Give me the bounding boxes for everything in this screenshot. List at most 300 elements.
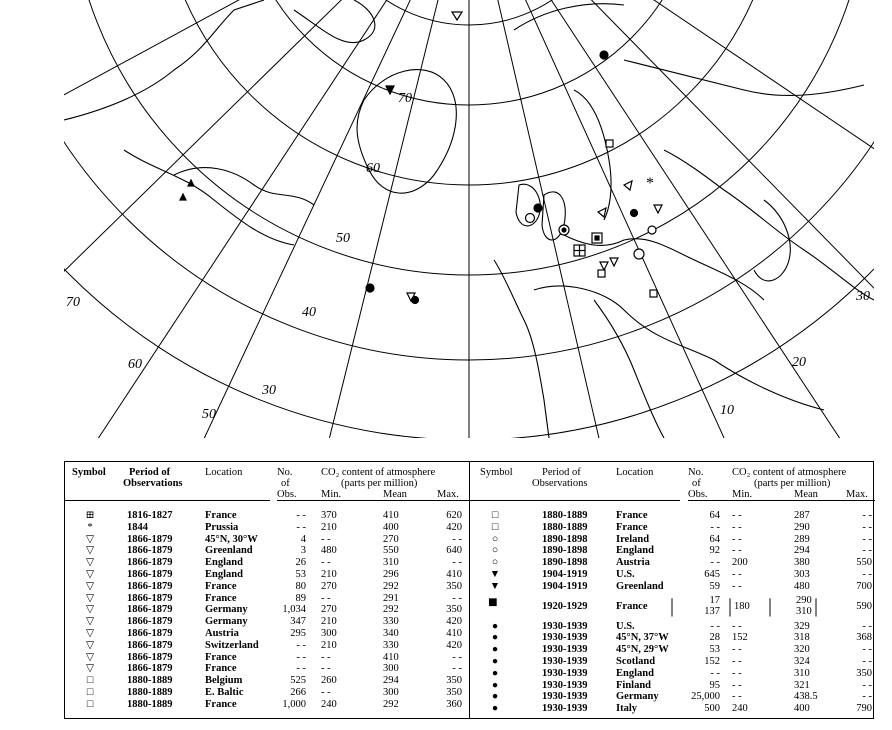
row-mean: 287 (794, 510, 810, 521)
row-location: France (205, 592, 237, 604)
row-location: England (616, 545, 654, 557)
row-symbol: ▼ (489, 580, 501, 592)
marker-tri-filled (188, 180, 194, 186)
row-period: 1930-1939 (542, 656, 588, 667)
row-mean: 294 (794, 545, 810, 557)
table-row (65, 628, 469, 640)
row-mean: 480 (794, 580, 810, 592)
table-row (65, 675, 469, 687)
table-row (470, 703, 875, 715)
row-max: - - (862, 656, 872, 667)
row-mean: 292 (383, 698, 399, 710)
table-row (65, 510, 469, 522)
row-symbol: ○ (491, 545, 499, 557)
row-mean: 318 (794, 632, 810, 644)
row-symbol: ● (491, 656, 499, 667)
row-mean: 400 (383, 521, 399, 533)
row-location: Austria (205, 628, 239, 639)
row-period: 1866-1879 (127, 580, 173, 592)
observation-markers (180, 12, 662, 304)
row-mean: 270 (383, 533, 399, 545)
row-period: 1866-1879 (127, 557, 173, 569)
row-location: France (205, 580, 237, 592)
table-left-half (65, 462, 470, 718)
bracket-glyph: | (670, 594, 675, 617)
header-of: of (281, 478, 290, 489)
row-mean: 303 (794, 569, 810, 580)
table-row (65, 699, 469, 711)
row-max: 620 (446, 510, 462, 521)
row-max: - - (452, 663, 462, 675)
row-max: - - (862, 510, 872, 521)
table-row (65, 687, 469, 699)
row-period: 1844 (127, 521, 148, 533)
row-symbol: ▽ (85, 604, 95, 616)
row-mean-b: 310 (796, 605, 812, 617)
row-symbol: ● (491, 620, 499, 632)
row-symbol: ▽ (85, 557, 95, 569)
row-location: France (616, 600, 648, 612)
row-symbol: ● (491, 691, 499, 703)
row-location: Ireland (616, 533, 650, 545)
row-min: - - (732, 545, 742, 557)
row-symbol: ● (491, 703, 499, 715)
row-mean: 320 (794, 644, 810, 656)
row-location: Germany (205, 616, 248, 628)
row-symbol: ▽ (85, 639, 95, 651)
marker-circle-open (648, 226, 656, 234)
row-max: 360 (446, 698, 462, 710)
row-mean: 329 (794, 620, 810, 632)
row-symbol: □ (491, 510, 499, 521)
row-min: 210 (321, 616, 337, 628)
row-max: 420 (446, 639, 462, 651)
marker-circle-open (526, 214, 535, 223)
row-location: Germany (205, 604, 248, 616)
marker-dot (562, 228, 566, 232)
row-mean: 438.5 (794, 691, 818, 703)
row-period: 1866-1879 (127, 639, 173, 651)
header-min: Min. (321, 489, 342, 500)
row-period: 1866-1879 (127, 628, 173, 639)
row-max: 790 (856, 703, 872, 715)
row-min: 240 (732, 703, 748, 715)
row-period: 1866-1879 (127, 616, 173, 628)
row-obs: - - (296, 510, 306, 521)
row-obs: 59 (709, 580, 720, 592)
row-min: - - (732, 644, 742, 656)
row-min: 270 (321, 604, 337, 616)
marker-circle-open (634, 249, 644, 259)
row-period: 1880-1889 (127, 698, 173, 710)
table-row (470, 632, 875, 644)
row-max: 410 (446, 569, 462, 580)
marker-dot (631, 210, 638, 217)
row-symbol: ▼ (489, 569, 501, 580)
row-period: 1930-1939 (542, 703, 588, 715)
row-obs: 3 (300, 545, 306, 557)
header-period-r: Period of (542, 467, 581, 478)
row-symbol: ● (491, 644, 499, 656)
lat-label-70: 70 (398, 91, 412, 106)
row-location: U.S. (616, 620, 635, 632)
row-mean: 294 (383, 675, 399, 687)
row-period: 1904-1919 (542, 580, 588, 592)
marker-dot (412, 297, 419, 304)
row-period: 1880-1889 (127, 687, 173, 698)
row-min: 240 (321, 698, 337, 710)
row-max: - - (862, 620, 872, 632)
row-location: England (205, 557, 243, 569)
row-period: 1880-1889 (542, 521, 588, 533)
header-period-2: Observations (123, 478, 183, 489)
row-min: - - (732, 691, 742, 703)
row-period: 1930-1939 (542, 644, 588, 656)
row-min: 260 (321, 675, 337, 687)
row-symbol: ▽ (85, 569, 95, 580)
row-location: England (205, 569, 243, 580)
row-mean: 292 (383, 580, 399, 592)
lat-label-30: 30 (262, 383, 276, 398)
row-mean: 289 (794, 533, 810, 545)
row-obs: 25,000 (691, 691, 720, 703)
lat-label-60: 60 (366, 161, 380, 176)
row-symbol: ▽ (85, 628, 95, 639)
row-location: France (205, 698, 237, 710)
row-symbol: □ (86, 687, 94, 698)
lon-label-70: 70 (66, 295, 80, 310)
row-mean: 310 (383, 557, 399, 569)
marker-square-open (606, 140, 613, 147)
row-location: Italy (616, 703, 637, 715)
table-row (65, 652, 469, 664)
row-symbol: ● (491, 667, 499, 679)
row-mean-a: 290 (796, 594, 812, 606)
row-min: - - (321, 533, 331, 545)
row-mean: 400 (794, 703, 810, 715)
table-row (470, 557, 875, 569)
row-obs: 64 (709, 510, 720, 521)
lat-label-40: 40 (302, 305, 316, 320)
row-location: France (205, 663, 237, 675)
row-min: - - (732, 679, 742, 691)
row-symbol: ▽ (85, 592, 95, 604)
header-co2-sub: (parts per million) (341, 478, 418, 489)
row-symbol: ● (491, 632, 499, 644)
row-symbol: * (87, 521, 93, 533)
row-symbol: ⊞ (85, 510, 95, 521)
row-period: 1890-1898 (542, 533, 588, 545)
table-row (65, 663, 469, 675)
table-row (470, 656, 875, 668)
marker-tri-open (624, 181, 632, 190)
header-mean: Mean (383, 489, 407, 500)
row-period: 1866-1879 (127, 545, 173, 557)
row-mean: 324 (794, 656, 810, 667)
row-max: 410 (446, 628, 462, 639)
marker-tri-open (610, 258, 618, 266)
row-mean: 300 (383, 663, 399, 675)
row-min: 180 (734, 600, 750, 612)
marker-tri-filled (180, 194, 186, 200)
row-period: 1866-1879 (127, 663, 173, 675)
row-min: - - (732, 580, 742, 592)
table-row (65, 640, 469, 652)
table-row (470, 510, 875, 522)
row-min: 480 (321, 545, 337, 557)
row-obs: - - (296, 651, 306, 663)
row-min: 270 (321, 580, 337, 592)
row-max: 350 (856, 667, 872, 679)
bracket-glyph: | (814, 594, 819, 617)
row-min: - - (732, 656, 742, 667)
row-obs-a: 17 (709, 594, 720, 606)
row-min: - - (321, 663, 331, 675)
row-period: 1930-1939 (542, 620, 588, 632)
table-row (470, 691, 875, 703)
row-obs: - - (296, 663, 306, 675)
row-location: 45°N, 37°W (616, 632, 669, 644)
row-period: 1930-1939 (542, 632, 588, 644)
row-period: 1890-1898 (542, 557, 588, 569)
row-obs: 53 (709, 644, 720, 656)
row-max: 550 (856, 557, 872, 569)
row-obs: 4 (300, 533, 306, 545)
row-symbol: ▽ (85, 651, 95, 663)
table-row (65, 616, 469, 628)
table-row (65, 569, 469, 581)
row-mean: 292 (383, 604, 399, 616)
row-mean: 296 (383, 569, 399, 580)
row-obs: - - (296, 639, 306, 651)
row-period: 1904-1919 (542, 569, 588, 580)
row-max: - - (862, 569, 872, 580)
row-symbol: ○ (491, 533, 499, 545)
row-location: Switzerland (205, 639, 259, 651)
marker-asterisk: * (646, 175, 654, 192)
row-symbol: ▽ (85, 545, 95, 557)
row-period: 1890-1898 (542, 545, 588, 557)
row-min: - - (732, 510, 742, 521)
row-max: 350 (446, 687, 462, 698)
row-symbol: ■ (488, 593, 498, 611)
header-co2: CO₂ content of atmosphere (321, 467, 436, 478)
row-min: 200 (732, 557, 748, 569)
row-period: 1880-1889 (127, 675, 173, 687)
header-max-r: Max. (846, 489, 868, 500)
row-symbol: ▽ (85, 533, 95, 545)
meridian-lines (64, 0, 874, 438)
row-mean: 340 (383, 628, 399, 639)
marker-tri-open (654, 205, 662, 213)
row-max: - - (862, 521, 872, 533)
header-co2-r: CO₂ content of atmosphere (732, 467, 847, 478)
row-min: - - (732, 533, 742, 545)
row-mean: 300 (383, 687, 399, 698)
row-min: - - (732, 620, 742, 632)
row-location: France (205, 651, 237, 663)
row-location: U.S. (616, 569, 635, 580)
table-row (65, 545, 469, 557)
row-mean: 321 (794, 679, 810, 691)
bracket-glyph: | (768, 594, 773, 617)
table-row (470, 569, 875, 581)
lon-label-20: 20 (792, 355, 806, 370)
row-max: - - (862, 545, 872, 557)
row-max: - - (862, 644, 872, 656)
row-mean: 330 (383, 639, 399, 651)
bracket-glyph: | (728, 594, 733, 617)
table-row (65, 557, 469, 569)
marker-dot (534, 204, 542, 212)
row-period: 1866-1879 (127, 592, 173, 604)
lon-label-10: 10 (720, 403, 734, 418)
row-min: - - (732, 521, 742, 533)
row-max: - - (862, 533, 872, 545)
row-symbol: ○ (491, 557, 499, 569)
row-location: 45°N, 29°W (616, 644, 669, 656)
row-period: 1880-1889 (542, 510, 588, 521)
row-max: 368 (856, 632, 872, 644)
row-period: 1866-1879 (127, 651, 173, 663)
row-symbol: □ (491, 521, 499, 533)
row-max: 350 (446, 675, 462, 687)
table-row (470, 545, 875, 557)
row-min: - - (732, 569, 742, 580)
row-period: 1866-1879 (127, 533, 173, 545)
row-location: Greenland (205, 545, 253, 557)
lat-label-50: 50 (336, 231, 350, 246)
row-period: 1930-1939 (542, 679, 588, 691)
row-max: 590 (856, 600, 872, 612)
row-min: 210 (321, 521, 337, 533)
row-period: 1930-1939 (542, 691, 588, 703)
row-max: 700 (856, 580, 872, 592)
table-right-half (470, 462, 875, 718)
row-obs: 295 (290, 628, 306, 639)
row-symbol: □ (86, 698, 94, 710)
row-mean: 380 (794, 557, 810, 569)
row-obs: 28 (709, 632, 720, 644)
table-row (470, 680, 875, 692)
row-mean: 291 (383, 592, 399, 604)
row-mean: 330 (383, 616, 399, 628)
row-location: France (616, 510, 648, 521)
header-obs-r: Obs. (688, 489, 708, 500)
row-min: - - (321, 592, 331, 604)
row-min: - - (321, 687, 331, 698)
row-max: - - (452, 592, 462, 604)
header-no: No. (277, 467, 293, 478)
table-row (65, 593, 469, 605)
row-obs: - - (710, 557, 720, 569)
table-row-bracketed (470, 595, 875, 619)
lon-label-30: 30 (856, 289, 870, 304)
row-obs: 92 (709, 545, 720, 557)
lon-label-60: 60 (128, 357, 142, 372)
row-obs-b: 137 (704, 605, 720, 617)
header-of-r: of (692, 478, 701, 489)
row-location: Austria (616, 557, 650, 569)
row-symbol: ▽ (85, 580, 95, 592)
row-max: - - (862, 691, 872, 703)
marker-tri-open (452, 12, 462, 20)
header-min-r: Min. (732, 489, 753, 500)
row-obs: 1,000 (282, 698, 306, 710)
row-period: 1920-1929 (542, 600, 588, 612)
row-period: 1816-1827 (127, 510, 173, 521)
marker-dot (366, 284, 374, 292)
marker-tri-open (600, 262, 608, 270)
row-location: France (205, 510, 237, 521)
header-period: Period of (129, 467, 171, 478)
header-max: Max. (437, 489, 459, 500)
row-min: 210 (321, 639, 337, 651)
header-symbol: Symbol (72, 467, 106, 478)
row-max: 350 (446, 580, 462, 592)
row-obs: 80 (295, 580, 306, 592)
row-mean: 290 (794, 521, 810, 533)
row-obs: 53 (295, 569, 306, 580)
row-location: Belgium (205, 675, 243, 687)
co2-observations-table (64, 461, 874, 719)
row-symbol: ● (491, 679, 499, 691)
table-row (65, 534, 469, 546)
header-symbol-r: Symbol (480, 467, 513, 478)
row-max: - - (452, 651, 462, 663)
row-location: Germany (616, 691, 659, 703)
row-symbol: ▽ (85, 616, 95, 628)
row-mean: 310 (794, 667, 810, 679)
table-row (470, 534, 875, 546)
row-obs: 26 (295, 557, 306, 569)
table-row (65, 522, 469, 534)
polar-projection-map (64, 0, 874, 438)
row-min: - - (321, 651, 331, 663)
row-period: 1866-1879 (127, 569, 173, 580)
row-min: 152 (732, 632, 748, 644)
row-location: 45°N, 30°W (205, 533, 258, 545)
header-location-r: Location (616, 467, 654, 478)
row-max: 350 (446, 604, 462, 616)
row-obs: 525 (290, 675, 306, 687)
header-location: Location (205, 467, 243, 478)
table-row (470, 644, 875, 656)
row-period: 1866-1879 (127, 604, 173, 616)
row-obs: 347 (290, 616, 306, 628)
row-max: - - (452, 557, 462, 569)
row-obs: 89 (295, 592, 306, 604)
table-row (470, 668, 875, 680)
header-no-r: No. (688, 467, 704, 478)
row-location: England (616, 667, 654, 679)
table-row (470, 621, 875, 633)
row-location: Scotland (616, 656, 656, 667)
marker-square-open (598, 270, 605, 277)
row-mean: 550 (383, 545, 399, 557)
row-obs: - - (710, 667, 720, 679)
row-max: 420 (446, 521, 462, 533)
row-mean: 410 (383, 510, 399, 521)
row-obs: 95 (709, 679, 720, 691)
row-obs: 64 (709, 533, 720, 545)
header-obs: Obs. (277, 489, 297, 500)
row-period: 1930-1939 (542, 667, 588, 679)
lon-label-50: 50 (202, 407, 216, 422)
row-obs: 152 (704, 656, 720, 667)
table-row (65, 581, 469, 593)
row-max: 420 (446, 616, 462, 628)
